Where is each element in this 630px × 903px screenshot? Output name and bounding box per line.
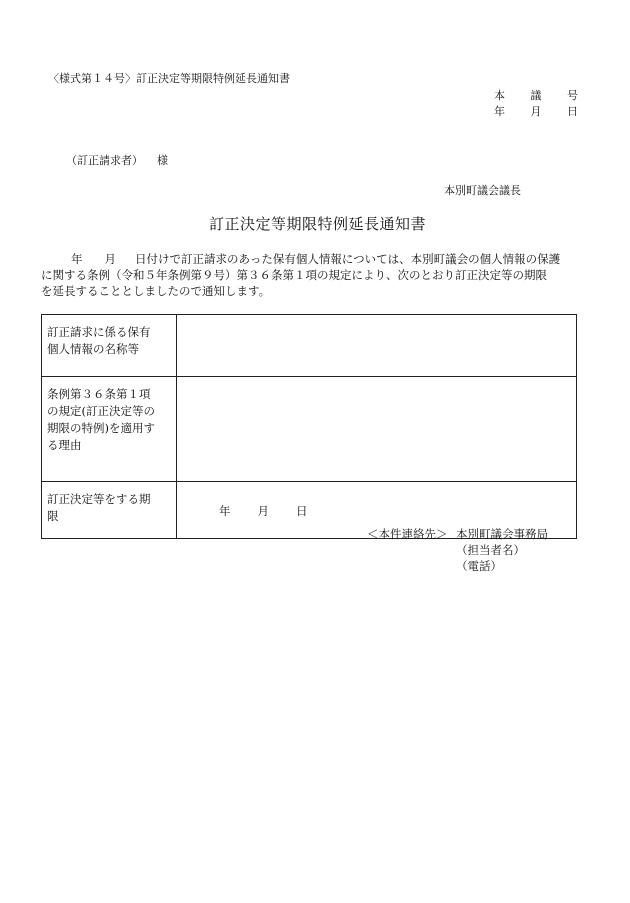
document-title: 訂正決定等期限特例延長通知書 xyxy=(209,215,427,233)
sender-title: 本別町議会議長 xyxy=(444,184,521,197)
label-line: 期限の特例)を適用す xyxy=(47,421,155,435)
deadline-day: 日 xyxy=(296,504,308,518)
date-day: 日 xyxy=(567,105,578,118)
contact-office: 本別町議会事務局 xyxy=(456,527,548,541)
row-label-info-name xyxy=(42,315,177,377)
contact-label: ＜本件連絡先＞ xyxy=(367,527,448,541)
reason-field[interactable] xyxy=(177,377,577,482)
date-year: 年 xyxy=(494,105,505,118)
intro-line-3: を延長することとしましたので通知します。 xyxy=(41,284,271,298)
label-line: 条例第３６条第１項 xyxy=(47,387,151,401)
intro-line-1-text: 日付けで訂正請求のあった保有個人情報については、本別町議会の個人情報の保護 xyxy=(135,252,561,266)
recipient-label: （訂正請求者） xyxy=(66,154,143,167)
info-name-field[interactable] xyxy=(177,315,577,377)
intro-line-2: に関する条例（令和５年条例第９号）第３６条第１項の規定により、次のとおり訂正決定等の期限 xyxy=(41,268,547,282)
row-label-reason xyxy=(42,377,177,482)
deadline-year: 年 xyxy=(219,504,231,518)
deadline-date xyxy=(219,503,308,519)
recipient-honorific: 様 xyxy=(157,154,168,167)
intro-month: 月 xyxy=(104,252,116,266)
intro-paragraph xyxy=(41,251,587,299)
ref-number-part: 本 xyxy=(494,89,505,102)
form-number: 〈様式第１４号〉訂正決定等期限特例延長通知書 xyxy=(48,72,290,85)
table-row xyxy=(42,377,577,482)
issue-date xyxy=(494,106,578,117)
table-row xyxy=(42,315,577,377)
row-label-deadline xyxy=(42,482,177,539)
label-line: 個人情報の名称等 xyxy=(47,342,139,356)
deadline-month: 月 xyxy=(257,504,269,518)
contact-phone: （電話） xyxy=(456,559,502,573)
ref-number-part: 号 xyxy=(567,89,578,102)
contact-person: （担当者名） xyxy=(456,543,525,557)
label-line: 限 xyxy=(47,509,59,523)
label-line: の規定(訂正決定等の xyxy=(47,404,155,418)
correction-extension-table xyxy=(41,314,577,539)
label-line: る理由 xyxy=(47,438,82,452)
intro-year: 年 xyxy=(71,252,83,266)
reference-number xyxy=(494,90,578,101)
date-month: 月 xyxy=(530,105,542,118)
label-line: 訂正請求に係る保有 xyxy=(47,325,151,339)
label-line: 訂正決定等をする期 xyxy=(47,492,151,506)
intro-line-1 xyxy=(47,251,587,267)
ref-number-part: 議 xyxy=(530,89,542,102)
